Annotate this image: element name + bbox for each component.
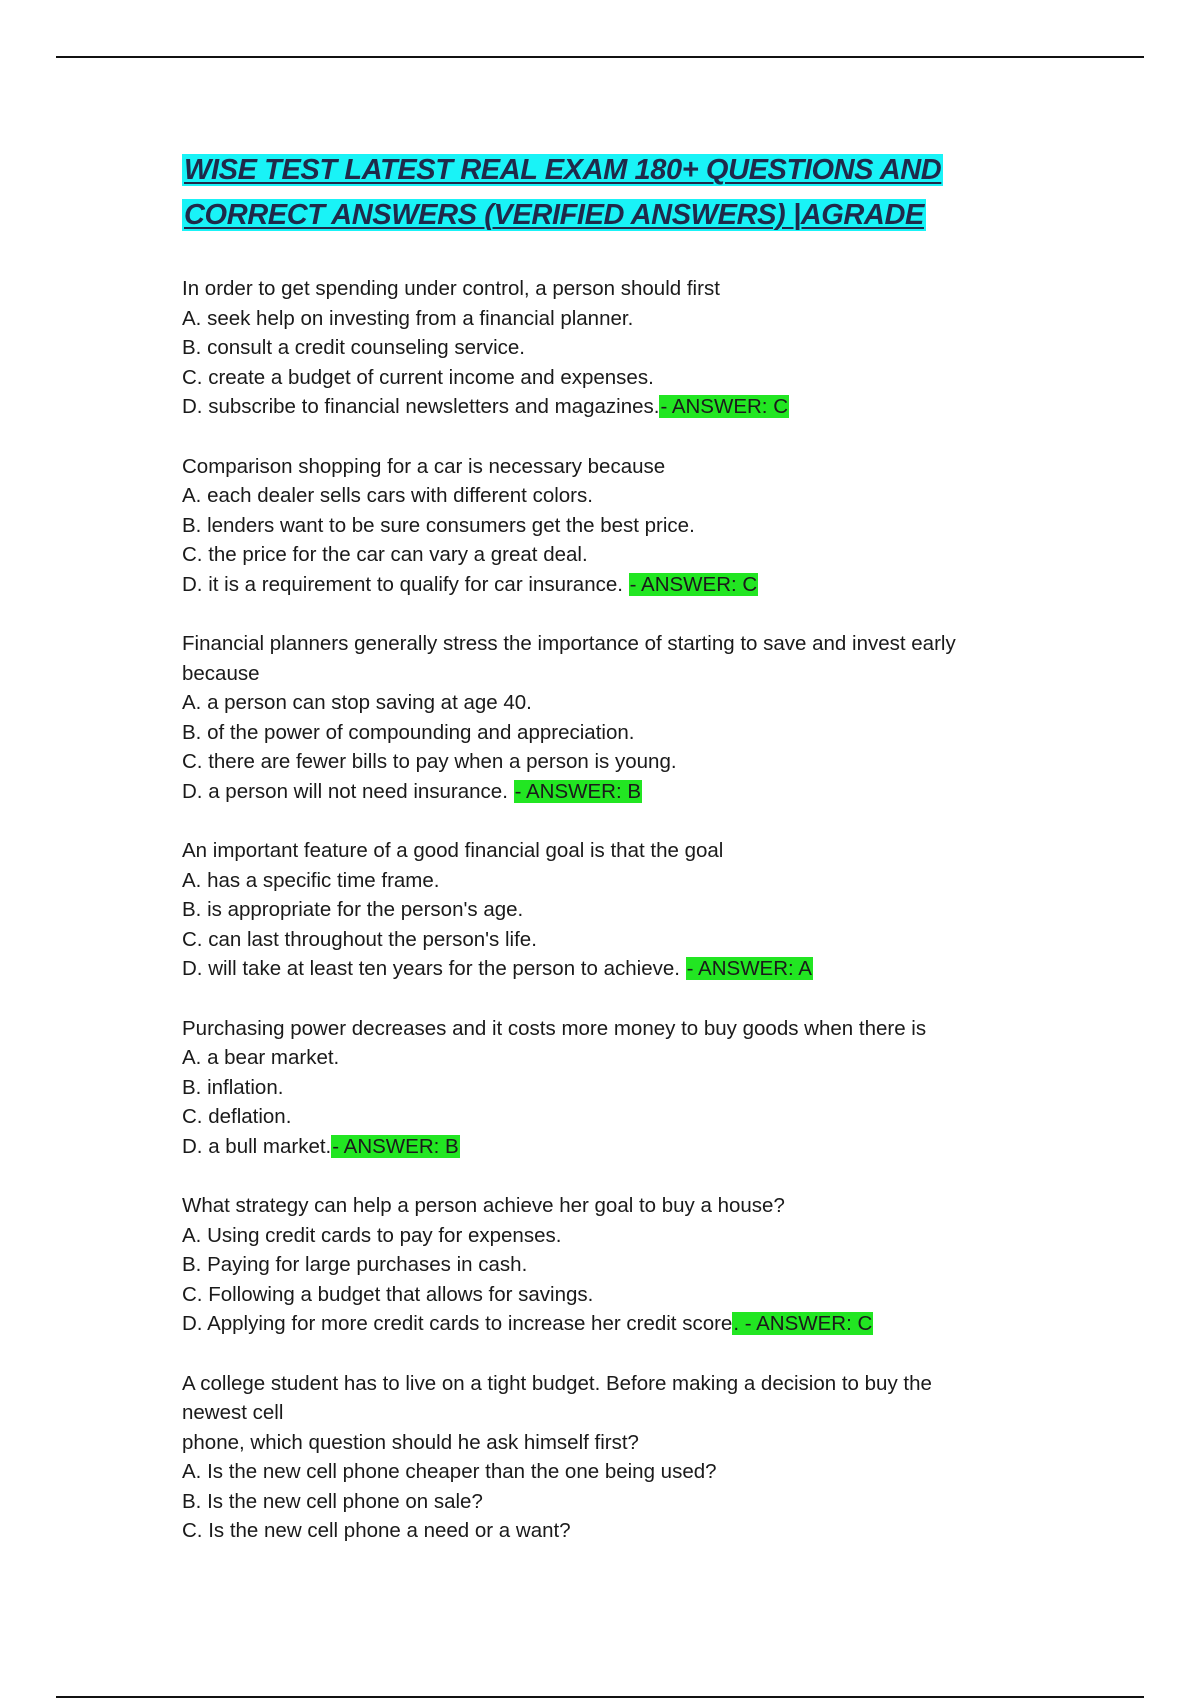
question-stem: Financial planners generally stress the importance of starting to save and invest early [182,632,956,655]
question-block [182,1014,1042,1162]
question-stem-continued: newest cell [182,1401,284,1424]
option-c: C. deflation. [182,1105,292,1128]
question-block [182,629,1042,806]
document-body [182,148,1042,1576]
answer-highlight: - ANSWER: A [686,957,812,980]
top-rule [56,56,1144,58]
option-d-line [182,1309,1042,1339]
option-a: A. Using credit cards to pay for expenses. [182,1223,562,1247]
answer-highlight: - ANSWER: B [332,1134,459,1158]
question-stem: A college student has to live on a tight budget. Before making a decision to buy the [182,1371,932,1395]
bottom-rule [56,1696,1144,1698]
option-c: C. create a budget of current income and expenses. [182,365,654,389]
answer-highlight: - ANSWER: C [629,572,758,596]
option-d: D. will take at least ten years for the person to achieve. [182,957,686,980]
option-d: D. it is a requirement to qualify for car insurance. [182,572,629,596]
question-block [182,1369,1042,1546]
option-d: D. a bull market. [182,1134,332,1158]
option-b: B. inflation. [182,1075,284,1099]
option-c: C. Following a budget that allows for savings. [182,1282,594,1306]
option-b: B. Is the new cell phone on sale? [182,1489,483,1513]
option-d: D. Applying for more credit cards to increase her credit score [182,1312,733,1335]
option-d-line [182,1132,1042,1162]
question-block [182,1191,1042,1339]
question-stem: An important feature of a good financial goal is that the goal [182,839,724,862]
option-c: C. the price for the car can vary a great deal. [182,543,588,566]
answer-highlight: - ANSWER: C [660,395,789,418]
option-a: A. a bear market. [182,1046,340,1069]
option-d: D. a person will not need insurance. [182,779,514,803]
answer-highlight: . - ANSWER: C [733,1312,873,1335]
option-a: A. seek help on investing from a financial planner. [182,306,634,330]
question-stem: What strategy can help a person achieve her goal to buy a house? [182,1194,785,1217]
option-b: B. consult a credit counseling service. [182,336,525,359]
option-a: A. a person can stop saving at age 40. [182,691,532,714]
option-a: A. each dealer sells cars with different colors. [182,484,593,507]
option-a: A. has a specific time frame. [182,868,440,892]
option-d: D. subscribe to financial newsletters and magazines. [182,395,660,418]
option-a: A. Is the new cell phone cheaper than the one being used? [182,1460,717,1483]
question-stem: Comparison shopping for a car is necessary because [182,454,666,478]
option-c: C. Is the new cell phone a need or a want? [182,1519,571,1542]
document-title [182,148,1042,238]
question-block [182,274,1042,422]
option-d-line [182,954,1042,984]
option-b: B. of the power of compounding and appreciation. [182,720,635,744]
title-line-2: CORRECT ANSWERS (VERIFIED ANSWERS) |AGRADE [184,199,924,231]
option-b: B. lenders want to be sure consumers get the best price. [182,513,695,537]
question-stem-continued: because [182,661,260,685]
option-c: C. can last throughout the person's life. [182,927,537,951]
option-b: B. is appropriate for the person's age. [182,898,524,921]
title-line-1: WISE TEST LATEST REAL EXAM 180+ QUESTIONS AND [184,154,942,186]
option-d-line [182,392,1042,422]
option-b: B. Paying for large purchases in cash. [182,1253,528,1276]
option-d-line [182,777,1042,807]
answer-highlight: - ANSWER: B [514,779,642,803]
question-block [182,452,1042,600]
option-c: C. there are fewer bills to pay when a person is young. [182,750,677,773]
question-stem-continued: phone, which question should he ask himself first? [182,1430,639,1454]
question-block [182,836,1042,984]
question-stem: In order to get spending under control, a person should first [182,277,720,300]
option-d-line [182,570,1042,600]
question-stem: Purchasing power decreases and it costs more money to buy goods when there is [182,1016,927,1040]
